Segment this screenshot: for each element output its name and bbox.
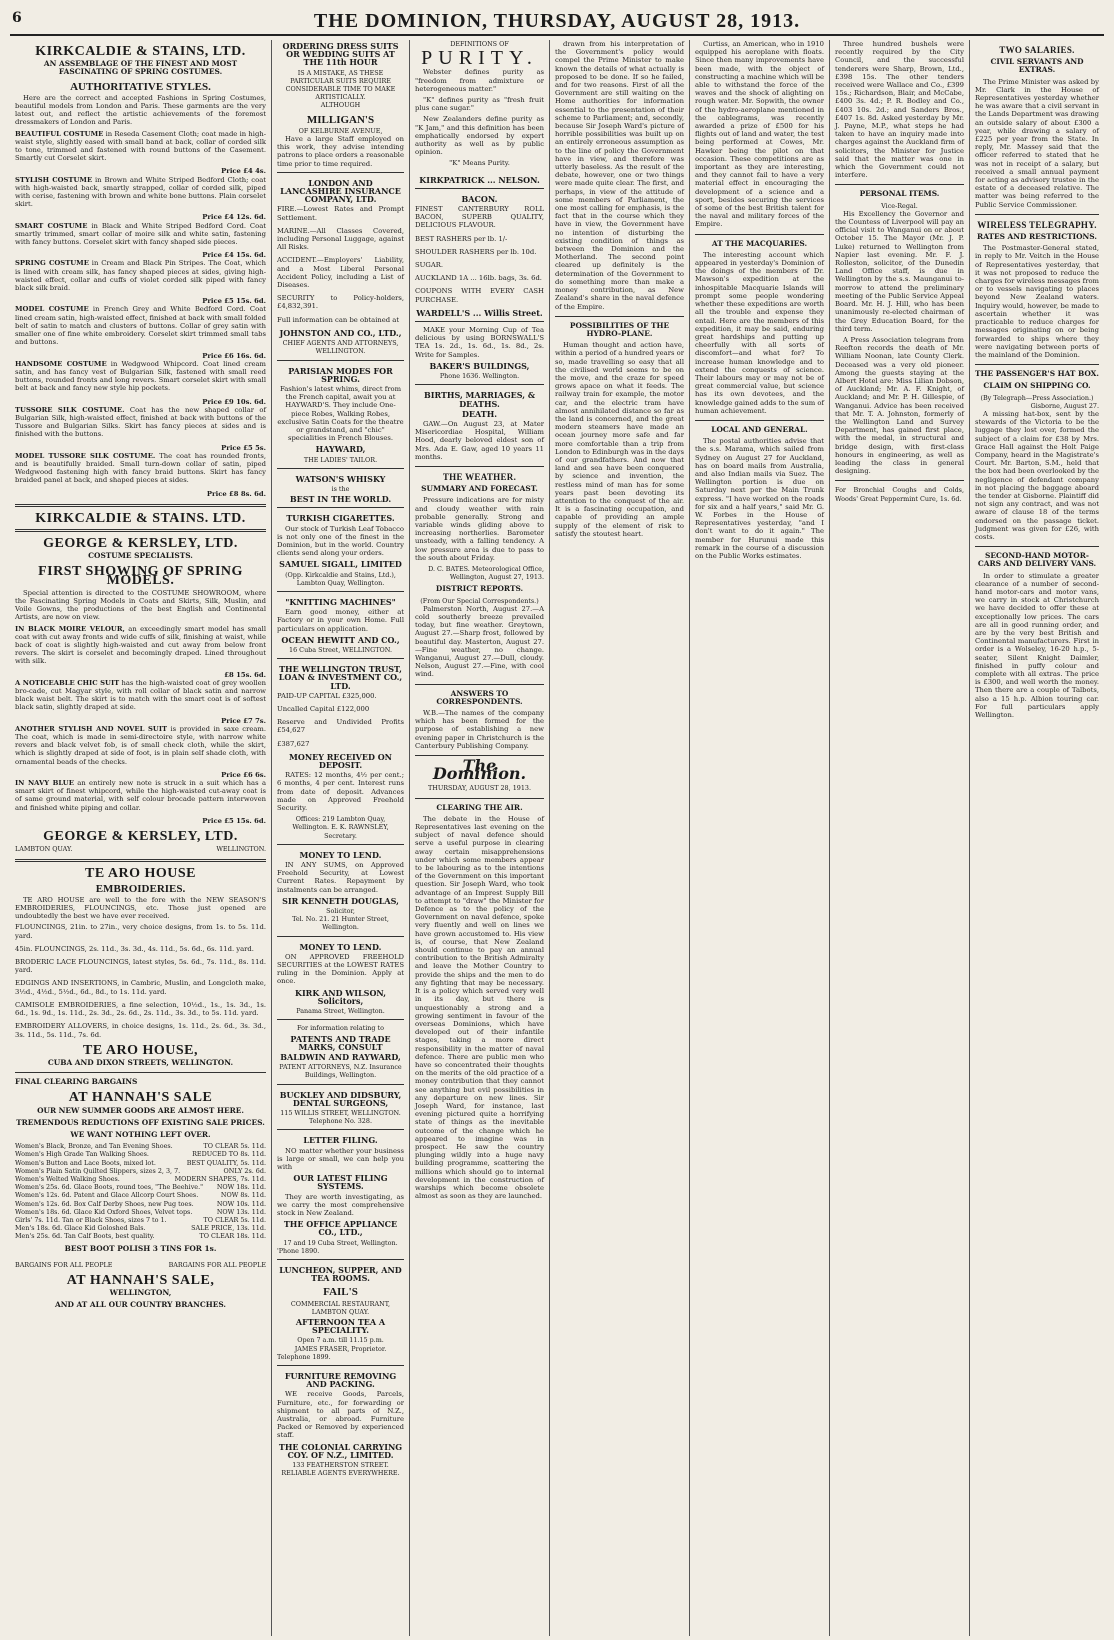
kirkcaldie-intro: Here are the correct and accepted Fashions in Spring Costumes, beautiful models from London and Paris. These garments are the very latest out, and reflect the artistic achievements of the foremost dressmakers of London and Paris. (15, 93, 266, 127)
bacon-line: COUPONS WITH EVERY CASH PURCHASE. (415, 287, 544, 304)
hayward-name: HAYWARD, (315, 444, 366, 455)
wardell-name: WARDELL'S ... Willis Street. (416, 307, 543, 318)
sale-row (15, 1191, 266, 1199)
personal-items-text: His Excellency the Governor and the Countess of Liverpool will pay an official visit to Wanganui on or about October 15. The Mayor (Mr. J. P. Luke) returned to Wellington from Napier last evening. Mr. F. J. Rolleston, solicitor, of the Dunedin Land Office staff, is due in Wellington by the s.s. Maunganui to-morrow to attend the preliminary meeting of the Public Service Appeal Board. Mr. H. J. Hill, who has been unanimously re-elected chairman of the Grey Education Board, for the third term. (835, 209, 964, 333)
costume-name: STYLISH COSTUME (15, 175, 93, 184)
kelburne-label: OF KELBURNE AVENUE, (298, 126, 383, 135)
fails-name: FAIL'S (323, 1286, 358, 1299)
costume-price: Price £4 4s. (221, 167, 266, 176)
watson-best: BEST IN THE WORLD. (289, 494, 392, 505)
column-advertisements (10, 40, 272, 1636)
weather-subheading: SUMMARY AND FORECAST. (421, 484, 538, 494)
costume-name: SMART COSTUME (15, 221, 88, 230)
insurance-line: Full information can be obtained at (277, 315, 400, 324)
sale-price: ONLY 2s. 6d. (223, 1166, 266, 1175)
authoritative-styles-heading: AUTHORITATIVE STYLES. (70, 80, 211, 93)
divider (695, 420, 824, 421)
divider (835, 480, 964, 481)
sigall-name: SAMUEL SIGALL, LIMITED (279, 559, 402, 570)
sale-item: Women's Plain Satin Quilted Slippers, sizes 2, 3, 7. (15, 1166, 181, 1175)
embroidery-line: FLOUNCINGS, 21in. to 27in., very choice designs, from 1s. to 5s. 11d. yard. (15, 923, 266, 940)
trust-lines (277, 692, 404, 748)
watson-heading: WATSON'S WHISKY (295, 473, 386, 484)
restaurant-telephone: Telephone 1899. (277, 1352, 331, 1361)
motorcars-heading: SECOND-HAND MOTOR-CARS AND DELIVERY VANS. (977, 551, 1097, 569)
insurance-heading: LONDON AND LANCASHIRE INSURANCE COMPANY, LTD. (280, 177, 401, 205)
dominion-nameplate: The Dominion. (432, 756, 527, 784)
kirkcaldie-tagline: AN ASSEMBLAGE OF THE FINEST AND MOST FASCINATING OF SPRING COSTUMES. (43, 59, 238, 77)
deposit-heading: MONEY RECEIVED ON DEPOSIT. (289, 751, 392, 771)
office-appliance-address: 17 and 19 Cuba Street, Wellington. (283, 1238, 398, 1247)
money-heading-2: MONEY TO LEND. (299, 941, 382, 952)
insurance-line: ACCIDENT.—Employers' Liability, and a Most Liberal Personal Accident Policy, including a List of Diseases. (277, 256, 404, 290)
insurance-line: SECURITY to Policy-holders, £4,832,391. (277, 294, 404, 311)
filing-systems: OUR LATEST FILING SYSTEMS. (293, 1173, 388, 1192)
model-name: IN NAVY BLUE (15, 779, 74, 788)
hannah-city: WELLINGTON, (109, 1288, 172, 1298)
restaurant-hours: Open 7 a.m. till 11.15 p.m. (297, 1336, 384, 1345)
embroideries-heading: EMBROIDERIES. (95, 882, 186, 895)
embroidery-line: EMBROIDERY ALLOVERS, in choice designs, 1s. 11d., 2s. 6d., 3s. 3d., 3s. 11d., 5s. 11d., 7s. 6d. (15, 1022, 266, 1039)
money-text-2: ON APPROVED FREEHOLD SECURITIES at the LOWEST RATES ruling in the Dominion. Apply at once. (277, 952, 404, 986)
hannah-sub-3: WE WANT NOTHING LEFT OVER. (70, 1129, 211, 1139)
sale-item: Women's High Grade Tan Walking Shoes. (15, 1150, 149, 1159)
turkish-ad (277, 507, 404, 587)
costume-item: SMART COSTUME in Black and White Striped Bedford Cord. Coat smartly trimmed, smart collar of moire silk and white satin, fastening with fancy buttons. Corselet skirt with fancy shaped side pieces. (15, 221, 267, 247)
sale-row (15, 1208, 266, 1216)
page-number: 6 (12, 10, 22, 26)
costume-name: MODEL COSTUME (15, 305, 89, 314)
money-ad-1 (277, 844, 404, 932)
sale-price: TO CLEAR 5s. 11d. (203, 1142, 266, 1151)
letter-filing-text: NO matter whether your business is large or small, we can help you with (277, 1146, 404, 1171)
costume-item: TUSSORE SILK COSTUME. Coat has the new shaped collar of Bulgarian Silk, high-waisted effect, finished at back with buttons of the Tussore and Bulgarian Silks. Skirt has fancy pieces at sides and is finished with the buttons. (15, 405, 266, 439)
ordering-mistake: IS A MISTAKE, AS THESE PARTICULAR SUITS REQUIRE CONSIDERABLE TIME TO MAKE ARTISTICALLY. (285, 68, 396, 102)
te-aro-heading: TE ARO HOUSE (84, 866, 197, 882)
office-appliance-name: THE OFFICE APPLIANCE CO., LTD., (283, 1219, 398, 1238)
embroidery-line: BRODERIC LACE FLOUNCINGS, latest styles, 5s. 6d., 7s. 11d., 8s. 11d. yard. (15, 958, 266, 975)
trust-line: £387,627 (277, 739, 310, 748)
wireless-heading: WIRELESS TELEGRAPHY. (977, 219, 1097, 230)
wireless-text: The Postmaster-General stated, in reply to Mr. Veitch in the House of Representatives yesterday, that it was not proposed to reduce the charges for wireless messages from or to vessels navigating to places beyond New Zealand waters. Inquiry would, however, be made to ascertain whether it was practicable to reduce charges for messages originating on or being forwarded to ships where they were navigating between ports of the mainland of the Dominion. (975, 244, 1099, 359)
sale-price: TO CLEAR 5s. 11d. (203, 1215, 266, 1224)
colonial-carrying-name: THE COLONIAL CARRYING COY. OF N.Z., LIMITED. (278, 1441, 403, 1460)
wireless-sub: RATES AND RESTRICTIONS. (977, 232, 1097, 242)
country-branches: AND AT ALL OUR COUNTRY BRANCHES. (55, 1300, 226, 1310)
bacon-ad (415, 188, 544, 317)
k-means-purity: "K" Means Purity. (449, 159, 510, 168)
column-parliament (970, 40, 1104, 1636)
sale-item: Girls' 7s. 11d. Tan or Black Shoes, sizes 7 to 1. (15, 1215, 167, 1224)
embroidery-list (15, 923, 266, 1038)
clearing-heading: FINAL CLEARING BARGAINS (15, 1077, 138, 1087)
solicitor-address: Tel. No. 21. 21 Hunter Street, Wellington. (292, 915, 389, 932)
tea-ad (415, 321, 544, 380)
weather-heading: THE WEATHER. (442, 471, 517, 482)
clearing-air-text: The debate in the House of Representatives last evening on the subject of naval defence should serve a useful purpose in clearing away certain misapprehensions under which some members appear to be labouring as to the intentions of the Government on this important question. Sir Joseph Ward, who took advantage of an Imprest Supply Bill to attempt to "draw" the Minister for Defence as to the policy of the Government on naval defence, spoke very fluently and well on lines we have grown accustomed to. His view is, of course, that New Zealand should continue to pay an annual contribution to the British Admiralty and leave the Mother Country to provide the ships and the men to do any fighting that may be necessary. It is a policy which served very well in its day, but there is unquestionably a strong and a growing sentiment in favour of the overseas Dominions, which have developed out of their infantile stages, taking a more direct responsibility in the matter of naval defence. There are public men who have so concentrated their thoughts on the merits of the old practice of a money contribution that they cannot see anything but evil possibilities in any departure on new lines. Sir Joseph Ward, for instance, last evening pictured quite a horrifying state of things as the inevitable outcome of the change which he appeared to imagine was in prospect. He saw the country plunging wildly into a huge navy building programme, scattering the millions which should go to internal development in the construction of warships which become obsolete almost as soon as they are launched. (415, 814, 544, 1201)
hannah-sub-2: TREMENDOUS REDUCTIONS OFF EXISTING SALE PRICES. (16, 1117, 265, 1127)
bacon-lines (415, 205, 544, 304)
sale-price: NOW 8s. 11d. (220, 1191, 266, 1200)
sale-price: REDUCED TO 8s. 11d. (192, 1150, 266, 1159)
turkish-text: Our stock of Turkish Leaf Tobacco is not only one of the finest in the Dominion, but in the world. Country clients send along your orders. (277, 524, 404, 558)
costume-item: BEAUTIFUL COSTUME in Reseda Casement Cloth; coat made in high-waist style, slightly eased with small band at back, collar of corded silk to tone, trimmed and fastened with round buttons of the Casement. Smartly cut Corselet skirt. (15, 129, 266, 163)
trust-offices: Offices: 219 Lambton Quay, Wellington. E. K. RAWNSLEY, Secretary. (292, 815, 389, 840)
sale-item: Women's 18s. 6d. Glace Kid Oxford Shoes, Velvet tops. (15, 1207, 193, 1216)
knitting-text: Earn good money, either at Factory or in your own Home. Full particulars on application. (277, 608, 404, 633)
luncheon-heading: LUNCHEON, SUPPER, AND TEA ROOMS. (279, 1264, 402, 1284)
bacon-line: AUCKLAND 1A ... 16lb. bags, 3s. 6d. (415, 274, 542, 283)
costume-name: SPRING COSTUME (15, 259, 89, 268)
costume-list (15, 130, 266, 498)
newspaper-title: THE DOMINION, THURSDAY, AUGUST 28, 1913. (313, 9, 801, 32)
insurance-line: FIRE.—Lowest Rates and Prompt Settlement. (277, 205, 404, 222)
money-ad-2 (277, 936, 404, 1016)
costume-price: Price £4 15s. 6d. (202, 251, 266, 260)
answers-heading: ANSWERS TO CORRESPONDENTS. (436, 688, 523, 706)
costume-name: MODEL TUSSORE SILK COSTUME. (15, 451, 156, 460)
births-notice (415, 384, 544, 461)
kirkcaldie-heading: KIRKCALDIE & STAINS, LTD. (35, 44, 246, 59)
sale-price: SALE PRICE, 13s. 11d. (191, 1224, 266, 1233)
filing-ad (277, 1129, 404, 1255)
milligan-staff: Have a large Staff employed on this work, they advise intending patrons to place orders a reasonable time prior to time required. (277, 135, 404, 168)
death-text: GAW.—On August 23, at Mater Misericordiae Hospital, William Hood, dearly beloved eldest son of Mrs. Ada E. Gaw, aged 10 years 11 months. (415, 419, 544, 461)
parisian-text: Fashion's latest whims, direct from the French capital, await you at HAYWARD'S. They include One-piece Robes, Walking Robes, exclusive Satin Coats for the theatre or grandstand, and "chic" specialities in French Blouses. (277, 384, 404, 443)
hydroplane-heading: POSSIBILITIES OF THE HYDRO-PLANE. (569, 320, 670, 338)
column-editorial (410, 40, 550, 1636)
local-general-heading: LOCAL AND GENERAL. (711, 424, 808, 434)
hydroplane-text: Human thought and action have, within a period of a hundred years or so, made travelling so easy that all the civilised world seems to be on the move, and the craze for speed grows apace on what it feeds. The railway train for example, the motor car, and the electric tram have almost annihilated distance so far as the land is concerned, and the great modern steamers have made an ocean journey more safe and far more comfortable than a trip from London to Edinburgh was in the days of our grandfathers. And now that land and sea have been conquered by science and invention, the restless mind of man has for some years past been devoting its attention to the conquest of the air. It is a fascinating occupation, and capable of providing an ample supply of the element of risk to satisfy the stoutest heart. (555, 341, 684, 538)
ordering-heading: ORDERING DRESS SUITS OR WEDDING SUITS AT THE 11th HOUR (282, 41, 399, 68)
furniture-ad (277, 1365, 404, 1477)
hatbox-sub: CLAIM ON SHIPPING CO. (983, 381, 1091, 391)
sale-item: Men's 18s. 6d. Glace Kid Goloshed Bals. (15, 1224, 146, 1233)
bacon-line: SUGAR. (415, 261, 444, 270)
sale-row (15, 1167, 266, 1175)
commercial-restaurant: COMMERCIAL RESTAURANT, LAMBTON QUAY. (290, 1299, 391, 1316)
costume-item: MODEL TUSSORE SILK COSTUME. The coat has rounded fronts, and is beautifully braided. Small turn-down collar of satin, piped Wedgwood fastening high with fancy braid buttons. Skirt has fancy braided panel at back, and shaped pieces at sides. (15, 451, 266, 485)
macquaries-heading: AT THE MACQUARIES. (711, 238, 808, 248)
editorial-continued: drawn from his interpretation of the Government's policy would compel the Prime Minister to make known the details of what actually is proposed to be done. If so he failed, and for two reasons. First of all the Government are still waiting on the Home authorities for information essential to the presentation of their scheme to Parliament; and, secondly, because Sir Joseph Ward's picture of horrible possibilities was built up on an entirely erroneous assumption as to the line of policy the Government have in view, and therefore was utterly baseless. As the result of the debate, however, one or two things were made quite clear. The first, and perhaps, in view of the attitude of some members of Parliament, the one most calling for emphasis, is the fact that in the course which they have in view, the Government have no intention of disturbing the existing condition of things as between the Dominion and the Motherland. The second point cleared up definitely is the determination of the Government to do something more than make a money contribution, as New Zealand's share in the naval defence of the Empire. (555, 40, 684, 311)
afternoon-tea: AFTERNOON TEA A SPECIALITY. (295, 1316, 386, 1336)
bargains-right: BARGAINS FOR ALL PEOPLE (168, 1260, 266, 1269)
address-right: WELLINGTON. (216, 845, 266, 854)
definition-2: "K" defines purity as "fresh fruit plus cane sugar." (415, 96, 544, 113)
sale-price: NOW 13s. 11d. (216, 1207, 266, 1216)
sale-item: Women's 25s. 6d. Glace Boots, round toes, "The Beehive." (15, 1183, 204, 1192)
divider (975, 214, 1099, 215)
sale-row (15, 1216, 266, 1224)
editorial-date: THURSDAY, AUGUST 28, 1913. (427, 784, 531, 793)
trust-line: PAID-UP CAPITAL £325,000. (277, 691, 377, 700)
divider (415, 798, 544, 799)
macquaries-text: The interesting account which appeared in yesterday's Dominion of the doings of the members of Dr. Mawson's expedition at the inhospitable Macquarie Islands will prompt some people wondering whether these expeditions are worth all the trouble and expense they entail. Here are the members of this expedition, it may be said, enduring great hardships and putting up cheerfully with all sorts of discomfort—and what for? To increase human knowledge and to extend the conquests of science. Their labours may or may not be of great commercial value, but science has its own devotees, and the knowledge gained adds to the sum of human achievement. (695, 250, 824, 415)
sale-price: NOW 10s. 11d. (216, 1199, 266, 1208)
model-list (15, 625, 266, 825)
divider (695, 234, 824, 235)
sale-item: Women's Welted Walking Shoes. (15, 1174, 120, 1183)
model-name: IN BLACK MOIRE VELOUR, (15, 624, 125, 633)
divider (975, 364, 1099, 365)
sale-row (15, 1200, 266, 1208)
sale-price: NOW 18s. 11d. (216, 1183, 266, 1192)
parisian-heading: PARISIAN MODES FOR SPRING. (288, 365, 393, 384)
sale-row (15, 1224, 266, 1232)
model-item: IN BLACK MOIRE VELOUR, an exceedingly smart model has small coat with cut away fronts and wide cuffs of silk, finishing at waist, while back of coat is slightly high-waisted and cut away from below front revers. The skirt is corselet and becomingly draped. Lined throughout with silk. (15, 624, 267, 666)
sale-item: Women's 12s. 6d. Patent and Glace Allcorp Court Shoes. (15, 1191, 199, 1200)
definitions-label: DEFINITIONS OF (450, 40, 509, 48)
sale-item: Women's Button and Lace Boots, mixed lot. (15, 1158, 156, 1167)
two-salaries-text: The Prime Minister was asked by Mr. Clark in the House of Representatives yesterday whether he was aware that a civil servant in the Lands Department was drawing an outside salary of about £300 a year, while drawing a salary of £225 per year from the State. In reply, Mr. Massey said that the officer referred to stated that he was not in receipt of a salary, but received a small annual payment for acting as advisory trustee in the estate of a deceased relative. The matter was being referred to the Public Service Commissioner. (975, 77, 1099, 209)
deposit-text: RATES: 12 months, 4½ per cent.; 6 months, 4 per cent. Interest runs from date of deposit. Advances made on Approved Freehold Security. (277, 771, 404, 813)
ocean-name: OCEAN HEWITT AND CO., (281, 634, 400, 645)
costume-specialists: COSTUME SPECIALISTS. (88, 551, 193, 561)
model-item: A NOTICEABLE CHIC SUIT has the high-waisted coat of grey woollen bro-cade, cut Magyar style, with roll collar of black satin and narrow black waist belt. The skirt is to match with the smart coat is of softest black satin, slightly draped at side. (15, 678, 266, 712)
solicitor-name: SIR KENNETH DOUGLAS, (282, 895, 399, 906)
knitting-ad (277, 591, 404, 654)
costume-item: SPRING COSTUME in Cream and Black Pin Stripes. The Coat, which is lined with cream silk, has fancy shaped pieces at sides, giving high-waisted effect, collar and cuffs of violet corded silk piped with fancy black silk braid. (15, 259, 266, 293)
turkish-heading: TURKISH CIGARETTES. (286, 513, 395, 524)
george-address (15, 845, 266, 853)
colonial-carrying-sub: 133 FEATHERSTON STREET. RELIABLE AGENTS EVERYWHERE. (281, 1461, 400, 1478)
model-price: Price £6 6s. (221, 770, 266, 779)
sale-price: MODERN SHAPES, 7s. 11d. (174, 1174, 266, 1183)
bacon-heading: BACON. (461, 193, 498, 204)
divider (415, 684, 544, 685)
patents-intro: For information relating to (297, 1024, 384, 1033)
although-label: ALTHOUGH (320, 101, 361, 110)
masthead (10, 8, 1104, 36)
baker-buildings: BAKER'S BUILDINGS, (429, 360, 530, 371)
costume-price: Price £5 15s. 6d. (202, 297, 266, 306)
costume-price: Price £8 8s. 6d. (206, 489, 266, 498)
district-text: Palmerston North, August 27.—A cold southerly breeze prevailed today, but fine weather. Greytown, August 27.—Sharp frost, followed by beautiful day. Masterton, August 27.—Fine weather, no change. Wanganui, August 27.—Dull, cloudy. Nelson, August 27.—Fine, with cool wind. (415, 604, 544, 679)
sale-row (15, 1183, 266, 1191)
costume-price: Price £9 10s. 6d. (202, 397, 266, 406)
te-aro-intro: TE ARO HOUSE are well to the fore with the NEW SEASON'S EMBROIDERIES, FLOUNCINGS, etc. Those just opened are undoubtedly the best we have ever received. (15, 895, 266, 921)
te-aro-address: CUBA AND DIXON STREETS, WELLINGTON. (47, 1057, 234, 1067)
model-price: Price £5 15s. 6d. (202, 816, 266, 825)
births-heading: BIRTHS, MARRIAGES, & DEATHS. (423, 390, 536, 409)
costume-name: TUSSORE SILK COSTUME. (15, 405, 125, 414)
hatbox-heading: THE PASSENGER'S HAT BOX. (975, 369, 1099, 379)
sale-item: Women's Black, Bronze, and Tan Evening Shoes. (15, 1142, 173, 1151)
weather-text: Pressure indications are for misty and cloudy weather with rain probable generally. Strong and variable winds gliding above to increasing northerlies. Barometer unsteady, with a falling tendency. A low pressure area is due to pass to the south about Friday. (415, 496, 544, 562)
watson-ad (277, 468, 404, 504)
definition-1: Webster defines purity as "freedom from admixture or heterogeneous matter." (415, 68, 544, 93)
first-showing-heading: FIRST SHOWING OF SPRING MODELS. (38, 564, 243, 588)
definition-3: New Zealanders define purity as "K Jam," and this definition has been emphatically endorsed by expert authority as well as by public opinion. (415, 115, 544, 157)
sale-row (15, 1175, 266, 1183)
model-item: IN NAVY BLUE an entirely new note is struck in a suit which has a smart skirt of finest whipcord, while the high-waisted cut-away coat is of same ground material, with self colour brocade pattern interwoven and finished white piping and collar. (15, 779, 266, 812)
dental-ad (277, 1084, 404, 1126)
te-aro-heading-2: TE ARO HOUSE, (82, 1042, 199, 1058)
column-editorial-continued (550, 40, 690, 1636)
answers-text: W.B.—The names of the company which has been formed for the purpose of establishing a new evening paper in Christchurch is the Canterbury Publishing Company. (415, 709, 544, 750)
furniture-text: WE receive Goods, Parcels, Furniture, etc., for forwarding or shipment to all parts of N.Z., Australia, or abroad. Furniture Packed or Removed by experienced staff. (277, 1390, 404, 1440)
sale-row (15, 1142, 266, 1150)
divider (15, 859, 266, 862)
bargains-left: BARGAINS FOR ALL PEOPLE (15, 1260, 113, 1269)
first-showing-intro: Special attention is directed to the COSTUME SHOWROOM, where the Fascinating Spring Models in Coats and Skirts, Silk, Muslin, and Voile Gowns, the productions of the best English and Continental Artists, are now on view. (15, 588, 266, 622)
johnston-name: JOHNSTON AND CO., LTD., (279, 327, 402, 338)
column-classified-ads (272, 40, 410, 1636)
insurance-lines (277, 205, 404, 323)
trust-heading: THE WELLINGTON TRUST, LOAN & INVESTMENT CO., LTD. (278, 664, 403, 691)
model-name: A NOTICEABLE CHIC SUIT (15, 678, 120, 687)
costume-price: Price £4 12s. 6d. (202, 213, 266, 222)
kirkcaldie-heading-2: KIRKCALDIE & STAINS. LTD. (35, 510, 246, 526)
district-sub: (From Our Special Correspondents.) (420, 596, 539, 605)
insurance-line: MARINE.—All Classes Covered, including Personal Luggage, against All Risks. (277, 226, 404, 252)
filing-text: They are worth investigating, as we carry the most comprehensive stock in New Zealand. (277, 1192, 404, 1217)
trust-line: Uncalled Capital £122,000 (277, 705, 370, 713)
kirkpatrick-name: KIRKPATRICK ... NELSON. (419, 174, 540, 185)
two-salaries-heading: TWO SALARIES. (999, 45, 1075, 55)
insurance-ad (277, 172, 404, 356)
divider (415, 466, 544, 467)
model-name: ANOTHER STYLISH AND NOVEL SUIT (15, 724, 168, 733)
district-heading: DISTRICT REPORTS. (435, 584, 524, 594)
knitting-heading: "KNITTING MACHINES" (285, 596, 396, 607)
column-personal (830, 40, 970, 1636)
embroidery-line: EDGINGS AND INSERTIONS, in Cambric, Muslin, and Longcloth make, 3½d., 4½d., 5½d., 6d., 8d., to 1s. 11d. yard. (15, 979, 266, 996)
model-price: £8 15s. 6d. (224, 670, 266, 679)
local-general-continued: Three hundred bushels were recently required by the City Council, and the successful tenderers were Sharp, Brown, Ltd., £398 15s. The other tenders received were Wallace and Co., £399 15s.; Richardson, Blair, and McCabe, £400 3s. 4d.; P. R. Bodley and Co., £403 10s. 2d.; and Sanders Bros., £407 1s. 8d. Asked yesterday by Mr. J. Payne, M.P., what steps he had taken to have an inquiry made into charges against the Auckland firm of solicitors, the Minister for Justice said that the matter was one in which the Government could not interfere. (835, 40, 964, 180)
sale-item: Women's 12s. 6d. Box Calf Derby Shoes, new Pug toes. (15, 1199, 194, 1208)
embroidery-line: 45in. FLOUNCINGS, 2s. 11d., 3s. 3d., 4s. 11d., 5s. 6d., 6s. 11d. yard. (15, 944, 254, 953)
local-general-text: The postal authorities advise that the s.s. Marama, which sailed from Sydney on August 27 for Auckland, has on board mails from Australia, and also Indian mails via Suez. The Wellington portion is due on Saturday next per the Main Trunk express. "I have worked on the roads for six and a half years," said Mr. G. W. Forbes in the House of Representatives yesterday, "and I don't want to do it again." The member for Hurunui made this remark in the course of a discussion on the Public Works estimates. (695, 437, 824, 560)
letter-filing-heading: LETTER FILING. (303, 1135, 378, 1146)
money-heading-1: MONEY TO LEND. (299, 849, 382, 860)
tea-text: MAKE your Morning Cup of Tea delicious by using BORNSWALL'S TEA 1s. 2d., 1s. 6d., 1s. 8d., 2s. Write for Samples. (415, 326, 544, 359)
model-price: Price £7 7s. (221, 716, 266, 725)
divider (15, 504, 266, 507)
two-salaries-sub: CIVIL SERVANTS AND EXTRAS. (990, 57, 1084, 75)
divider (15, 529, 266, 532)
costume-name: HANDSOME COSTUME (15, 359, 107, 368)
hatbox-text: A missing hat-box, sent by the stewards of the Victoria to be the luggage they lost over, formed the subject of a claim for £38 by Mrs. Grace Hall against the Holt Paige Company, heard in the Magistrate's Court. Mr. Barton, S.M., held that the box had been overlooked by the negligence of defendant company in not placing the baggage aboard the tender at Gisborne. Plaintiff did not sign any contract, and was not aware of clause 18 of the terms endorsed on the passage ticket. Judgment was given for £26, with costs. (975, 409, 1099, 541)
hatbox-byline: (By Telegraph—Press Association.) (980, 393, 1094, 402)
johnston-agents: CHIEF AGENTS AND ATTORNEYS, WELLINGTON. (282, 339, 399, 356)
coughs-ad: For Bronchial Coughs and Colds, Woods' Great Peppermint Cure, 1s. 6d. (835, 486, 964, 503)
personal-items-text-2: A Press Association telegram from Reefton records the death of Mr. William Noonan, late County Clerk. Deceased was a very old pioneer. Among the guests staying at the Albert Hotel are: Miss Lilian Dobson, of Auckland; Mr. A. F. Knight, of Auckland; and Mr. P. H. Gillespie, of Wanganui. Advice has been received that Mr. T. A. Johnston, formerly of the Wellington Land and Survey Department, has gained first place, with the medal, in structural and bridge design, with first-class honours in engineering, as well as leading the class in general designing. (835, 335, 964, 476)
motorcars-text: In order to stimulate a greater clearance of a number of second-hand motor-cars and motor vans, we carry in stock at Christchurch we have decided to offer these at exceptionally low prices. The cars are all in good running order, and are by the very best British and Continental manufacturers. First in order is a Wolseley, 16-20 h.p., 5-seater, Silent Knight Daimler, finished in puffy colour and complete with all extras. The price is £300, and well worth the money. Then there are a couple of Talbots, also a 15 h.p. Albion touring car. For full particulars apply Wellington. (975, 571, 1099, 720)
costume-item: MODEL COSTUME in French Grey and White Bedford Cord. Coat lined cream satin, high-waisted effect, finished at back with small folded belt of satin to match and clusters of buttons. Collar of grey satin with smaller one of fine white embroidery. Corselet skirt trimmed small tabs and buttons. (15, 305, 266, 347)
sale-item: Men's 25s. 6d. Tan Calf Boots, best quality. (15, 1232, 155, 1241)
ocean-address: 16 Cuba Street, WELLINGTON. (289, 645, 392, 654)
costume-price: Price £5 5s. (221, 443, 266, 452)
costume-item: STYLISH COSTUME in Brown and White Striped Bedford Cloth; coat with high-waisted back, smartly strapped, collar of corded silk, piped with cerise, fastening with brown and white bone buttons. Plain corselet skirt. (15, 175, 266, 209)
bargains-row (15, 1261, 266, 1269)
boot-polish: BEST BOOT POLISH 3 TINS FOR 1s. (64, 1243, 217, 1253)
baldwin-sub: PATENT ATTORNEYS, N.Z. Insurance Buildings, Wellington. (279, 1063, 402, 1080)
sale-row (15, 1150, 266, 1158)
hannah-sub-1: OUR NEW SUMMER GOODS ARE ALMOST HERE. (37, 1105, 244, 1115)
personal-items-heading: PERSONAL ITEMS. (859, 189, 940, 199)
watson-is-the: is the (331, 484, 350, 493)
sale-row (15, 1159, 266, 1167)
george-kersley-heading-2: GEORGE & KERSLEY, LTD. (43, 829, 238, 845)
trust-ad (277, 658, 404, 840)
embroidery-line: CAMISOLE EMBROIDERIES, a fine selection, 10½d., 1s., 1s. 3d., 1s. 6d., 1s. 9d., 1s. 11d., 2s. 3d., 2s. 6d., 2s. 11d., 3s. 3d., to 5s. 11d. yard. (15, 1000, 266, 1018)
purity-heading: PURITY. (421, 47, 538, 70)
sale-price: TO CLEAR 18s. 11d. (199, 1232, 266, 1241)
divider (975, 546, 1099, 547)
george-kersley-heading: GEORGE & KERSLEY, LTD. (43, 535, 238, 551)
sale-row (15, 1232, 266, 1240)
patents-ad (277, 1019, 404, 1079)
solicitor-title: Solicitor, (326, 907, 355, 916)
restaurant-ad (277, 1259, 404, 1361)
costume-name: BEAUTIFUL COSTUME (15, 129, 104, 138)
baldwin-name: BALDWIN AND RAYWARD, (280, 1051, 401, 1062)
model-item: ANOTHER STYLISH AND NOVEL SUIT is provided in saxe cream. The coat, which is made in semi-directoire style, with narrow white revers and black velvet fob, is of small check cloth, while the skirt, which is slightly draped at side of foot, is in plain self shade cloth, with ornamental beads of the checks. (15, 724, 267, 766)
bacon-line: SHOULDER RASHERS per lb. 10d. (415, 247, 537, 256)
milligan-heading: MILLIGAN'S (306, 113, 375, 126)
patents-heading: PATENTS AND TRADE MARKS, CONSULT (290, 1033, 391, 1052)
vice-regal-label: Vice-Regal. (881, 201, 918, 210)
divider (15, 1072, 266, 1073)
dental-heading: BUCKLEY AND DIDSBURY, DENTAL SURGEONS, (279, 1089, 402, 1108)
costume-price: Price £6 16s. 6d. (202, 351, 266, 360)
kirk-wilson-name: KIRK AND WILSON, Solicitors, (294, 987, 386, 1006)
parisian-ad (277, 360, 404, 464)
costume-item: HANDSOME COSTUME in Wedgwood Whipcord. Coat lined cream satin, and has fancy vest of Bulgarian Silk, fastened with small reed buttons, rounded fronts and long revers. Smart corselet skirt with small belt at back and fancy new style hip pockets. (15, 359, 266, 393)
sale-list (15, 1142, 266, 1240)
kirk-wilson-address: Panama Street, Wellington. (296, 1007, 385, 1016)
divider (555, 316, 684, 317)
clearing-air-heading: CLEARING THE AIR. (436, 802, 523, 812)
hannah-sale-heading: AT HANNAH'S SALE (68, 1090, 213, 1106)
column-news (690, 40, 830, 1636)
office-phone: 'Phone 1890. (277, 1246, 320, 1255)
weather-signature: D. C. BATES. Meteorological Office, Wellington, August 27, 1913. (428, 564, 544, 582)
death-heading: DEATH. (461, 408, 498, 419)
baker-address: Phone 1636. Wellington. (439, 372, 520, 381)
sale-price: BEST QUALITY, 5s. 11d. (186, 1158, 266, 1167)
money-text-1: IN ANY SUMS, on Approved Freehold Security, at Lowest Current Rates. Repayment by instalments can be arranged. (277, 861, 404, 894)
hannah-sale-heading-2: AT HANNAH'S SALE, (66, 1272, 215, 1288)
bacon-line: BEST RASHERS per lb. 1/- (415, 234, 508, 243)
address-left: LAMBTON QUAY. (15, 845, 73, 854)
bacon-line: FINEST CANTERBURY ROLL BACON, SUPERB QUALITY, DELICIOUS FLAVOUR. (415, 205, 544, 230)
furniture-heading: FURNITURE REMOVING AND PACKING. (284, 1371, 397, 1390)
divider (835, 184, 964, 185)
sigall-address: (Opp. Kirkcaldie and Stains, Ltd.), Lambton Quay, Wellington. (285, 570, 396, 587)
hydroplane-continued: Curtiss, an American, who in 1910 equipped his aeroplane with floats. Since then many improvements have been made, with the object of constructing a machine which will be able to withstand the force of the waves and the shock of alighting on rough water. Mr. Sopwith, the owner of the hydro-aeroplane mentioned in the cablegrams, was recently awarded a prize of £500 for his flights out of land and water, the test being performed at Cowes, Mr. Hawker being the pilot on that occasion. These competitions are as important as they are interesting, and they cannot fail to have a very material effect in encouraging the development of a science and a sport, besides securing the services of some of the best British talent for the naval and military forces of the Empire. (695, 40, 824, 229)
dental-address: 115 WILLIS STREET, WELLINGTON. Telephone No. 328. (280, 1108, 401, 1126)
trust-line: Reserve and Undivided Profits £54,627 (277, 718, 404, 735)
hatbox-dateline: Gisborne, August 27. (1030, 401, 1099, 410)
restaurant-proprietor: JAMES FRASER, Proprietor. (294, 1344, 387, 1353)
ladies-tailor: THE LADIES' TAILOR. (303, 455, 378, 464)
